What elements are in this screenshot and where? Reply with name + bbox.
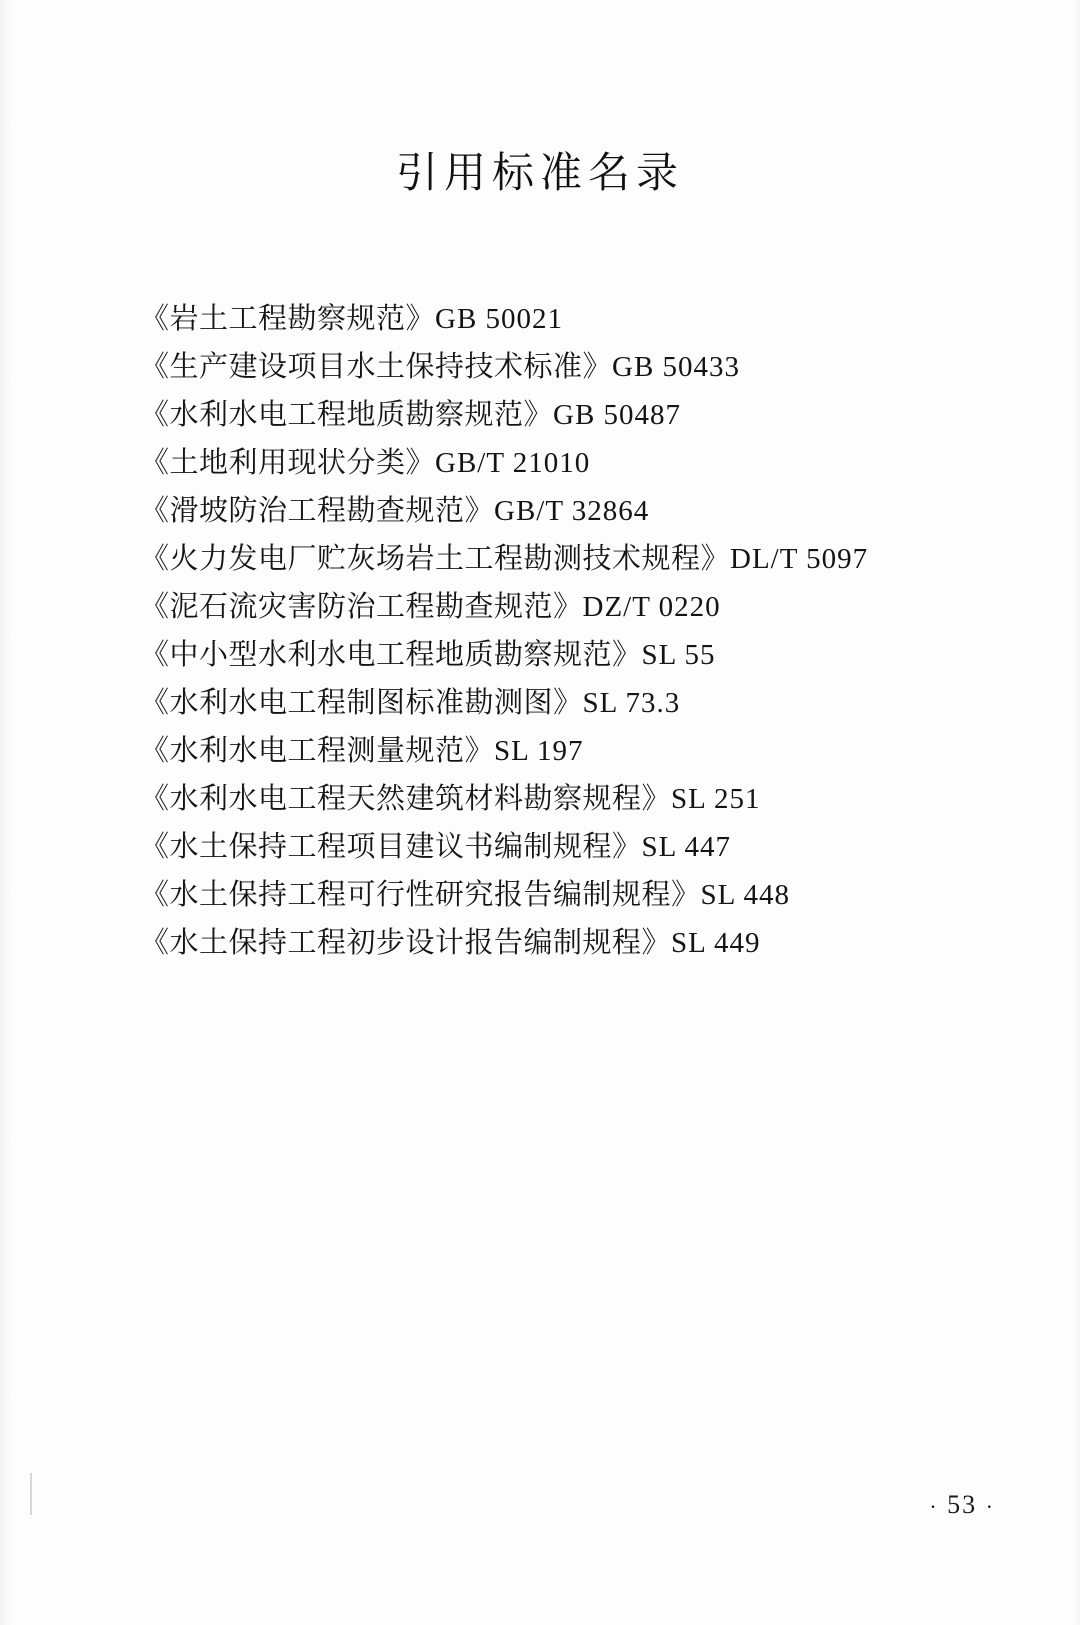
- list-item: [140, 295, 960, 343]
- list-item: [140, 679, 960, 727]
- standard-code: GB 50433: [612, 351, 741, 383]
- standard-code: GB 50487: [553, 399, 682, 431]
- margin-tick: [30, 1473, 32, 1515]
- list-item: [140, 775, 960, 823]
- page-number-value: 53: [947, 1489, 978, 1519]
- standard-name: 《水利水电工程测量规范》: [140, 735, 495, 767]
- list-item: [140, 439, 960, 487]
- standard-code: SL 55: [641, 639, 716, 671]
- list-item: [140, 823, 960, 871]
- standard-name: 《水土保持工程项目建议书编制规程》: [140, 831, 642, 863]
- list-item: [140, 871, 960, 919]
- standard-name: 《泥石流灾害防治工程勘查规范》: [140, 591, 583, 623]
- list-item: [140, 535, 960, 583]
- standard-code: DZ/T 0220: [582, 591, 721, 623]
- standard-name: 《岩土工程勘察规范》: [140, 303, 436, 335]
- standard-name: 《水利水电工程天然建筑材料勘察规程》: [140, 783, 672, 815]
- page-number: [929, 1490, 995, 1520]
- referenced-standards-list: [140, 295, 960, 967]
- list-item: [140, 343, 960, 391]
- list-item: [140, 391, 960, 439]
- list-item: [140, 631, 960, 679]
- standard-code: DL/T 5097: [730, 543, 869, 575]
- standard-code: SL 73.3: [582, 687, 681, 719]
- standard-name: 《滑坡防治工程勘查规范》: [140, 495, 495, 527]
- standard-code: SL 448: [700, 879, 791, 911]
- page-number-right-dot: ·: [985, 1494, 995, 1519]
- page-number-left-dot: ·: [929, 1494, 939, 1519]
- standard-code: GB/T 21010: [435, 447, 591, 479]
- standard-name: 《水土保持工程初步设计报告编制规程》: [140, 927, 672, 959]
- standard-name: 《火力发电厂贮灰场岩土工程勘测技术规程》: [140, 543, 731, 575]
- list-item: [140, 727, 960, 775]
- list-item: [140, 583, 960, 631]
- standard-name: 《水利水电工程制图标准勘测图》: [140, 687, 583, 719]
- standard-name: 《水利水电工程地质勘察规范》: [140, 399, 554, 431]
- standard-code: SL 449: [671, 927, 761, 959]
- standard-code: GB 50021: [435, 303, 564, 335]
- standard-code: SL 251: [671, 783, 761, 815]
- page-title: 引用标准名录: [395, 151, 684, 197]
- standard-code: SL 197: [494, 735, 584, 767]
- standard-name: 《土地利用现状分类》: [140, 447, 436, 479]
- standard-code: SL 447: [641, 831, 732, 863]
- list-item: [140, 919, 960, 967]
- standard-name: 《生产建设项目水土保持技术标准》: [140, 351, 613, 383]
- standard-name: 《水土保持工程可行性研究报告编制规程》: [140, 879, 701, 911]
- standard-code: GB/T 32864: [494, 495, 650, 527]
- standard-name: 《中小型水利水电工程地质勘察规范》: [140, 639, 642, 671]
- list-item: [140, 487, 960, 535]
